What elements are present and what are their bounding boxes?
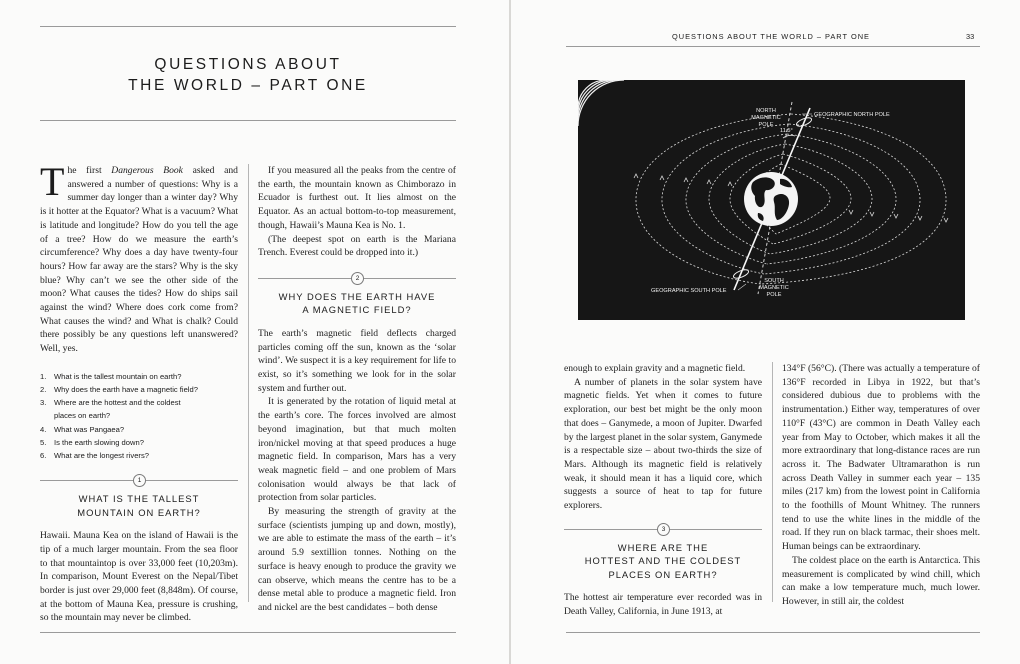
intro-text-pre: he first [67,165,112,176]
magnetic-field-svg [578,80,965,320]
list-item [40,409,238,422]
list-item-number: 2. [40,385,47,395]
list-item-number: 6. [40,451,47,461]
column-separator [248,164,249,602]
section-heading-line: HOTTEST AND THE COLDEST [584,555,742,567]
page-number: 33 [966,32,975,41]
north-magnetic-label-line-2: MAGNETIC [751,115,781,121]
corner-arcs [578,80,624,126]
book-spine [509,0,511,664]
questions-list [40,370,238,462]
list-item-number: 5. [40,437,47,447]
right-column-1 [564,362,762,619]
south-magnetic-label-line-3: POLE [766,292,782,298]
list-item-text: Is the earth slowing down? [54,437,144,447]
bottom-rule-left [40,632,456,633]
paragraph: If you measured all the peaks from the centre of the earth, the mountain known as Chimborazo in Ecuador is furthest out. It lies almost on the Equator. As an actual bottom-to-top measurement, though, Hawaii’s Mauna Kea is No. 1. [258,165,456,231]
section-heading-line: A MAGNETIC FIELD? [302,304,412,316]
list-item [40,370,238,383]
south-magnetic-label-line-2: MAGNETIC [759,285,789,291]
geographic-north-label: GEOGRAPHIC NORTH POLE [814,112,890,118]
chapter-title-line-2: THE WORLD – PART ONE [128,77,368,94]
south-magnetic-label-line-1: SOUTH [764,278,784,284]
list-item-text: What was Pangaea? [54,424,125,434]
list-item-number: 3. [40,398,47,408]
section-2-divider [258,272,456,284]
column-separator [772,362,773,602]
paragraph: enough to explain gravity and a magnetic field. [564,363,746,374]
section-heading-line: PLACES ON EARTH? [608,568,718,580]
tilt-label: 11.5° [780,128,793,134]
left-column-1 [40,159,238,625]
top-rule-right [566,46,980,47]
tilt-arc [783,135,795,138]
section-heading-line: WHY DOES THE EARTH HAVE [278,290,436,302]
list-item-text: What is the tallest mountain on earth? [54,371,182,381]
section-heading-line: MOUNTAIN ON EARTH? [77,506,201,518]
section-2-heading [258,290,456,317]
intro-paragraph [40,159,238,356]
north-magnetic-label-line-1: NORTH [756,108,776,114]
chapter-title [40,54,456,96]
list-item-text: What are the longest rivers? [54,451,149,461]
section-3-heading [564,541,762,582]
list-item-text: Why does the earth have a magnetic field? [54,385,198,395]
section-3-text: The hottest air temperature ever recorded was in Death Valley, California, in June 1913, at [564,592,762,617]
magnetic-field-diagram [578,80,965,320]
section-1-text: Hawaii. Mauna Kea on the island of Hawaii is the tip of a much larger mountain. From the sea floor to that mountaintop is over 33,000 feet (10,203m). In comparison, Mount Everest on the Nepal/Tibet border is just over 29,000 feet (8,848m). Of course, at the bottom of Mauna Kea, pressure is crushing, so the mountain may never be climbed. [40,530,238,624]
north-magnetic-label-line-3: POLE [758,122,774,128]
title-rule [40,120,456,121]
section-1-divider [40,474,238,486]
section-number-badge: 2 [351,272,364,285]
list-item [40,423,238,436]
list-item-text: places on earth? [54,411,111,421]
list-item [40,449,238,462]
list-item-number [40,409,54,422]
right-column-2 [782,362,980,609]
bottom-rule-right [566,632,980,633]
top-rule-left [40,26,456,27]
list-item [40,436,238,449]
section-1-heading [40,492,238,519]
chapter-title-line-1: QUESTIONS ABOUT [154,56,342,73]
list-item [40,396,238,409]
section-number-badge: 3 [657,523,670,536]
left-column-2 [258,164,456,615]
paragraph: (The deepest spot on earth is the Mariana Trench. Everest could be dropped into it.) [258,233,456,259]
section-3-divider [564,523,762,535]
list-item [40,383,238,396]
book-title-italic: Dangerous Book [111,165,183,176]
intro-text-post: asked and answered a number of questions: Why is a summer day longer than a winter day? Why is it hotter at the Equator? What is a vacuum? What is latitude and longitude? How do you tell the age of a tree? How do we measure the earth’s circumference? Why does a day have twenty-four hours? How far away are the stars? Why is the sky blue? Why can’t we see the other side of the moon? What causes the tides? How do ships sail against the wind? Where does cork come from? What causes the wind? and What is chalk? Could there possibly be any questions left unanswered? Well, yes. [40,165,238,355]
list-item-text: Where are the hottest and the coldest [54,398,181,408]
list-item-number: 4. [40,424,47,434]
list-item-number: 1. [40,371,47,381]
paragraph: By measuring the strength of gravity at the surface (scientists jumping up and down, mostly), we are able to estimate the mass of the earth – it’s around 5.9 sextillion tonnes. Nothing on the surface is heavy enough to produce the gravity we can observe, which means the centre has to be a dense metal able to produce a magnetic field. Iron and nickel are the best candidates – both dense [258,506,456,613]
paragraph: A number of planets in the solar system have magnetic fields. Yet when it comes to future exploration, our best bet might be the only moon that does – Ganymede, a moon of Jupiter. Dwarfed by the largest planet in the solar system, Ganymede is a respectable size – about two-thirds the size of Mars. Although its magnetic field is relatively weak, it should mean it has a liquid core, which suggests a source of heat to tap for future explorers. [564,376,762,512]
paragraph: The earth’s magnetic field deflects charged particles coming off the sun, known as the ‘solar wind’. We suspect it is a key requirement for life to exist, so it’s something we look for in the solar system and further out. [258,327,456,394]
section-number-badge: 1 [133,474,146,487]
drop-cap: T [40,159,65,204]
running-head: QUESTIONS ABOUT THE WORLD – PART ONE [672,32,870,41]
paragraph: The coldest place on the earth is Antarctica. This measurement is complicated by wind chill, which can make a low temperature much, much lower. However, in still air, the coldest [782,554,980,607]
geographic-south-label: GEOGRAPHIC SOUTH POLE [651,288,727,294]
paragraph: It is generated by the rotation of liquid metal at the earth’s core. The forces involved are almost beyond imagination, but that much molten iron/nickel moving at that speed produces a huge magnetic field. In comparison, Mars has a very weak magnetic field – and one problem of Mars colonisation would always be that lack of protection from solar particles. [258,396,456,504]
earth-globe [744,172,798,226]
paragraph: 134°F (56°C). (There was actually a temperature of 136°F recorded in Libya in 1922, but that’s considered dubious due to problems with the instrumentation.) Either way, temperatures of over 110°F (43°C) are common in Death Valley each year from May to October, which makes it all the more extraordinary that long-distance races are run across it. The Badwater Ultramarathon is run across Death Valley in summer each year – 135 miles (217 km) from the lowest point in California to the foothills of Mount Whitney. The runners tend to use the white lines in the middle of the road. If they run on black tarmac, their shoes melt. Human beings can be extraordinary. [782,363,980,553]
section-heading-line: WHERE ARE THE [617,541,709,553]
section-heading-line: WHAT IS THE TALLEST [78,493,200,505]
